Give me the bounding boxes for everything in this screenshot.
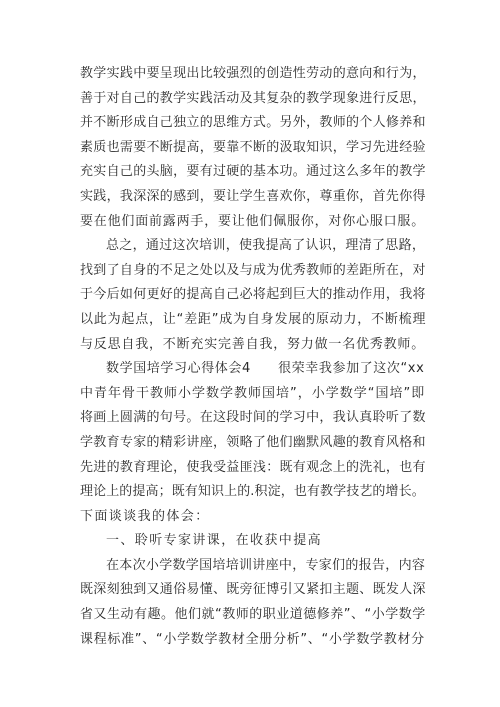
- text-line: 学教育专家的精彩讲座，领略了他们幽默风趣的教育风格和: [80, 434, 426, 450]
- document-body: [80, 62, 426, 652]
- text-line: 并不断形成自己独立的思维方式。另外，教师的个人修养和: [80, 115, 426, 131]
- text-line: 找到了自身的不足之处以及与成为优秀教师的差距所在，对: [80, 262, 426, 278]
- text-line: 素质也需要不断提高，要靠不断的汲取知识，学习先进经验: [80, 139, 426, 155]
- text-line: 以此为起点，让“差距”成为自身发展的原动力，不断梳理: [80, 311, 427, 327]
- text-line: 善于对自己的教学实践活动及其复杂的教学现象进行反思，: [80, 90, 426, 106]
- text-line: 下面谈谈我的体会：: [80, 508, 210, 524]
- text-line: 实践，我深深的感到，要让学生喜欢你，尊重你，首先你得: [80, 188, 426, 204]
- text-line: 先进的教育理论，使我受益匪浅：既有观念上的洗礼，也有: [80, 459, 426, 475]
- text-line: 理论上的提高；既有知识上的.积淀，也有教学技艺的增长。: [80, 484, 425, 500]
- section-heading: 一、聆听专家讲课，在收获中提高: [106, 533, 323, 549]
- text-line: 充实自己的头脑，要有过硬的基本功。通过这么多年的教学: [80, 164, 426, 180]
- text-line: 省又生动有趣。他们就“教师的职业道德修养”、“小学数学: [80, 607, 426, 623]
- text-line: 既深刻独到又通俗易懂、既旁征博引又紧扣主题、既发人深: [80, 582, 426, 598]
- text-line: 数学国培学习心得体会4 很荣幸我参加了这次“xx: [106, 361, 425, 377]
- text-line: 于今后如何更好的提高自己必将起到巨大的推动作用，我将: [80, 287, 426, 303]
- text-line: 中青年骨干教师小学数学教师国培”，小学数学“国培”即: [80, 385, 426, 401]
- text-line: 课程标准”、“小学数学教材全册分析”、“小学数学教材分: [80, 631, 425, 647]
- text-line: 在本次小学数学国培培训讲座中，专家们的报告，内容: [106, 557, 426, 573]
- text-line: 与反思自我，不断充实完善自我，努力做一名优秀教师。: [80, 336, 426, 352]
- text-line: 要在他们面前露两手，要让他们佩服你，对你心服口服。: [80, 213, 426, 229]
- text-line: 将画上圆满的句号。在这段时间的学习中，我认真聆听了数: [80, 410, 426, 426]
- text-line: 总之，通过这次培训，使我提高了认识，理清了思路，: [106, 238, 426, 254]
- text-line: 教学实践中要呈现出比较强烈的创造性劳动的意向和行为，: [80, 66, 426, 81]
